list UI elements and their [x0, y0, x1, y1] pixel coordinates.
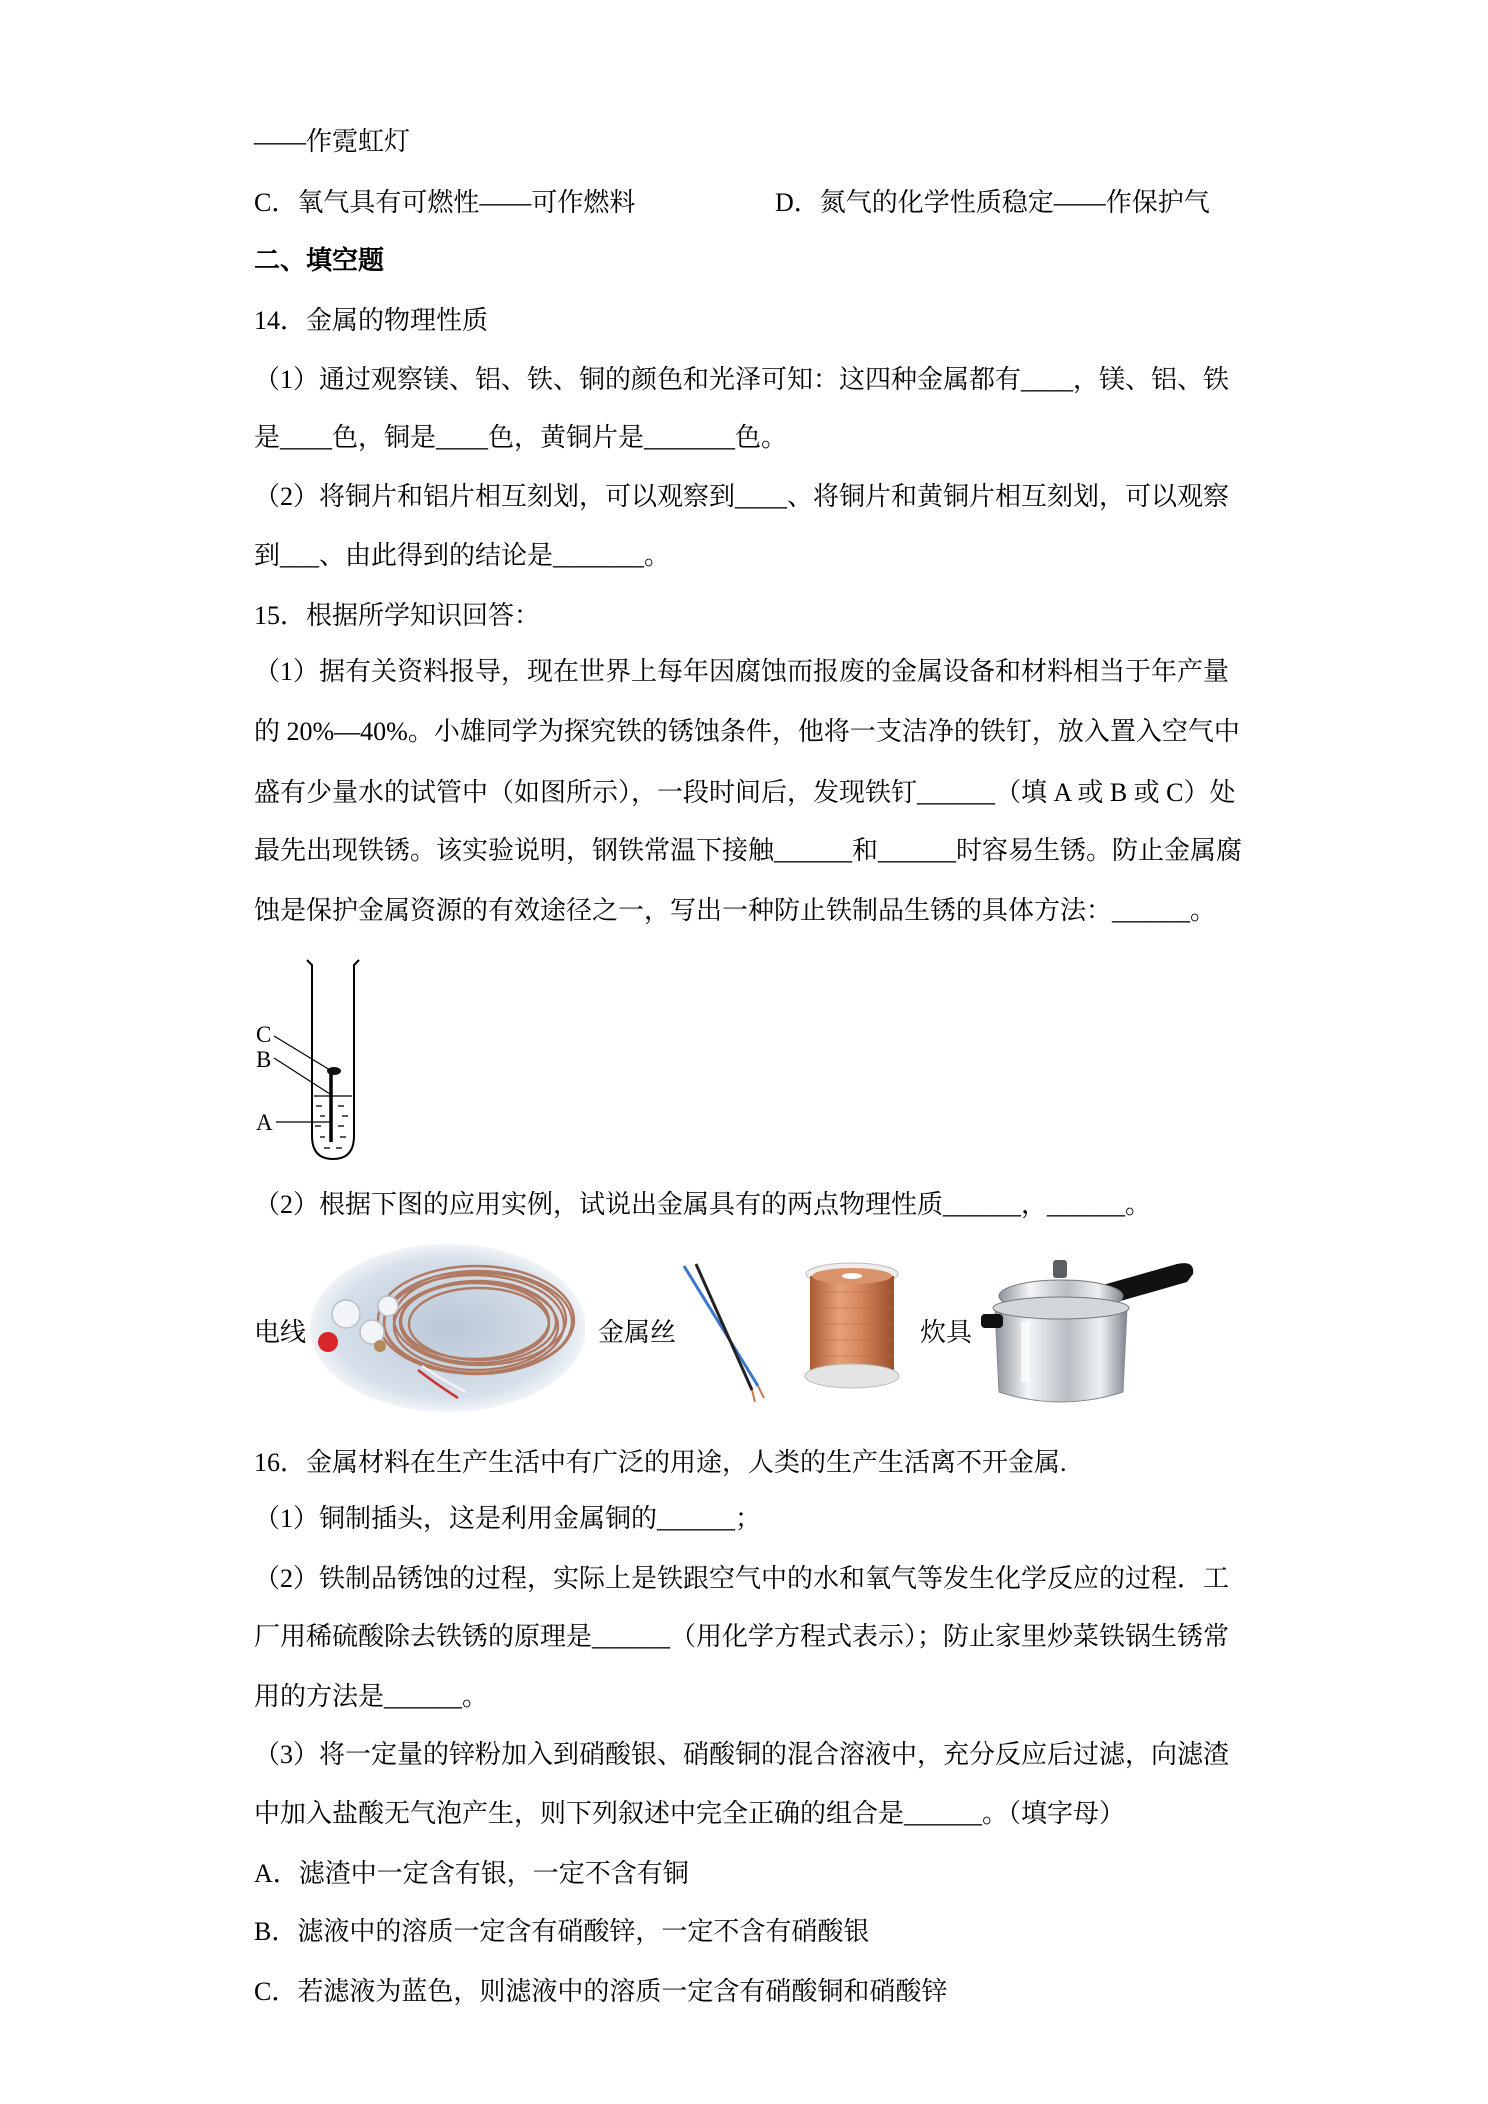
leader-line-b — [274, 1058, 330, 1094]
leader-lines — [274, 1036, 330, 1122]
black-wire — [696, 1264, 752, 1390]
red-cap — [318, 1332, 338, 1352]
label-b: B — [256, 1047, 272, 1072]
q14-part1-line: 是____色，铜是____色，黄铜片是_______色。 — [254, 423, 788, 452]
label-a: A — [256, 1110, 273, 1135]
bulb — [378, 1296, 398, 1316]
q15-part2: （2）根据下图的应用实例，试说出金属具有的两点物理性质______，______。 — [254, 1190, 1152, 1219]
blue-wire — [684, 1266, 758, 1386]
q15-stem: 15．根据所学知识回答： — [254, 601, 541, 630]
q13-continuation: ——作霓虹灯 — [254, 127, 411, 156]
side-handle — [981, 1314, 1003, 1328]
q14-stem: 14．金属的物理性质 — [254, 306, 489, 335]
q13-option-d: D．氮气的化学性质稳定——作保护气 — [775, 188, 1210, 217]
q16-option-b: B．滤液中的溶质一定含有硝酸锌，一定不含有硝酸银 — [254, 1917, 870, 1946]
label-c: C — [256, 1022, 272, 1047]
leader-line-c — [274, 1036, 330, 1070]
q16-stem: 16．金属材料在生产生活中有广泛的用途，人类的生产生活离不开金属. — [254, 1448, 1067, 1477]
bulb — [332, 1300, 360, 1328]
q15-part1-line: 最先出现铁锈。该实验说明，钢铁常温下接触______和______时容易生锈。防止金属腐 — [254, 836, 1243, 865]
section-title: 二、填空题 — [254, 246, 385, 275]
q16-option-a: A．滤渣中一定含有银，一定不含有铜 — [254, 1859, 689, 1888]
pressure-cooker-photo — [981, 1256, 1197, 1414]
copper-tip — [752, 1390, 755, 1402]
bulb-base — [374, 1340, 386, 1352]
iron-nail — [327, 1067, 341, 1142]
copper-tip — [758, 1386, 764, 1398]
q16-part2-line: 厂用稀硫酸除去铁锈的原理是______（用化学方程式表示）；防止家里炒菜铁锅生锈常 — [254, 1622, 1230, 1651]
q14-part2-line: 到___、由此得到的结论是_______。 — [254, 541, 671, 570]
spool-hole — [842, 1273, 862, 1279]
copper-spool-photo — [802, 1262, 902, 1392]
example-label-metal-wire: 金属丝 — [598, 1318, 677, 1347]
spool-bottom-flange — [805, 1364, 899, 1388]
electric-wire-photo — [308, 1242, 585, 1414]
body-highlight — [1021, 1322, 1029, 1382]
q16-part3-line: （3）将一定量的锌粉加入到硝酸银、硝酸铜的混合溶液中，充分反应后过滤，向滤渣 — [254, 1740, 1230, 1769]
q15-part1-line: （1）据有关资料报导，现在世界上每年因腐蚀而报废的金属设备和材料相当于年产量 — [254, 657, 1230, 686]
q16-part3-line: 中加入盐酸无气泡产生，则下列叙述中完全正确的组合是______。（填字母） — [254, 1799, 1126, 1828]
q14-part1-line: （1）通过观察镁、铝、铁、铜的颜色和光泽可知：这四种金属都有____，镁、铝、铁 — [254, 365, 1230, 394]
example-label-cookware: 炊具 — [920, 1318, 973, 1347]
cooker-body — [995, 1308, 1127, 1402]
nail-head — [327, 1067, 341, 1075]
q16-part2-line: （2）铁制品锈蚀的过程，实际上是铁跟空气中的水和氧气等发生化学反应的过程．工 — [254, 1564, 1230, 1593]
test-tube — [307, 960, 359, 1159]
q16-part2-line: 用的方法是______。 — [254, 1682, 489, 1711]
test-tube-figure — [254, 954, 364, 1164]
q15-part1-line: 盛有少量水的试管中（如图所示），一段时间后，发现铁钉______（填 A 或 B 或 C）处 — [254, 778, 1236, 807]
q16-option-c: C．若滤液为蓝色，则滤液中的溶质一定含有硝酸铜和硝酸锌 — [254, 1977, 948, 2006]
example-label-wire: 电线 — [254, 1318, 307, 1347]
pressure-valve — [1053, 1260, 1067, 1278]
q16-part1: （1）铜制插头，这是利用金属铜的______； — [254, 1504, 762, 1533]
q15-part1-line: 的 20%—40%。小雄同学为探究铁的锈蚀条件，他将一支洁净的铁钉，放入置入空气中 — [254, 717, 1240, 746]
q14-part2-line: （2）将铜片和铝片相互刻划，可以观察到____、将铜片和黄铜片相互刻划，可以观察 — [254, 482, 1230, 511]
cooker-rim — [993, 1297, 1129, 1319]
copper-coil — [810, 1276, 894, 1374]
q15-part1-line: 蚀是保护金属资源的有效途径之一，写出一种防止铁制品生锈的具体方法：______。 — [254, 896, 1217, 925]
metal-wires-photo — [672, 1262, 782, 1404]
q13-option-c: C．氧气具有可燃性——可作燃料 — [254, 188, 636, 217]
